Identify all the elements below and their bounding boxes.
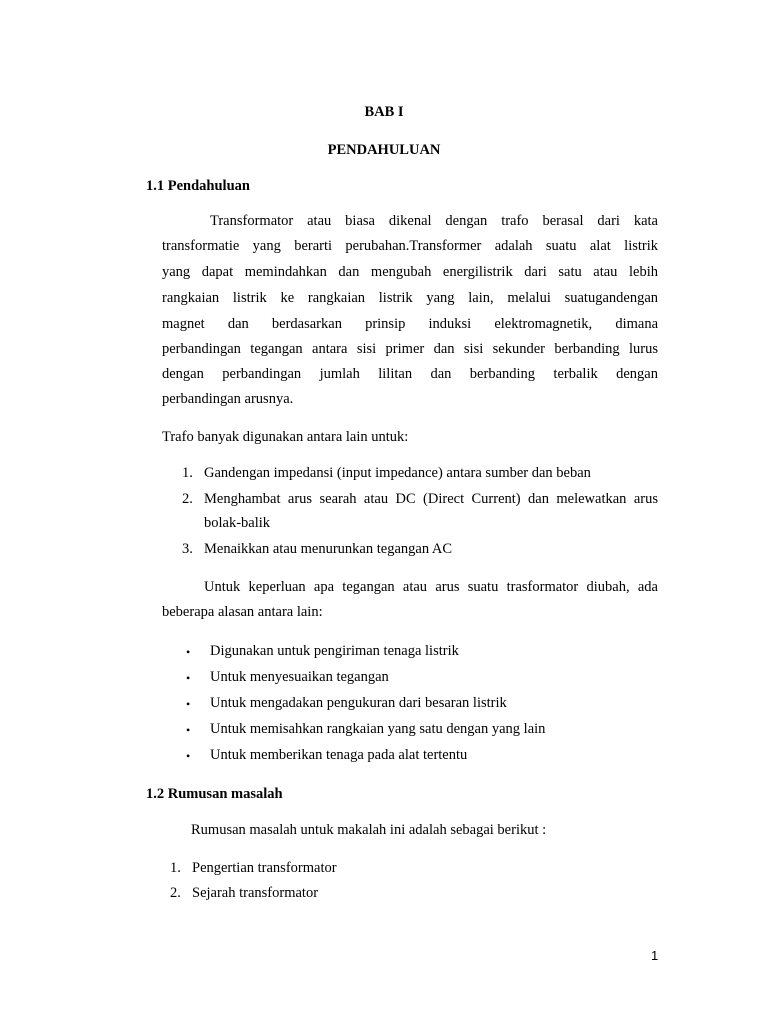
paragraph-line: Transformator atau biasa dikenal dengan trafo berasal dari kata — [210, 213, 658, 229]
bullet-icon: • — [186, 645, 191, 659]
list-item: Menaikkan atau menurunkan tegangan AC — [204, 541, 453, 557]
rumusan-intro: Rumusan masalah untuk makalah ini adalah sebagai berikut : — [191, 822, 547, 838]
paragraph-line: dengan perbandingan jumlah lilitan dan berbanding terbalik dengan — [162, 366, 658, 382]
bullet-icon: • — [186, 671, 191, 685]
chapter-title: PENDAHULUAN — [327, 142, 441, 158]
reasons-intro-line: beberapa alasan antara lain: — [162, 604, 323, 620]
list-number: 2. — [182, 491, 193, 507]
list-item: Gandengan impedansi (input impedance) antara sumber dan beban — [204, 465, 591, 481]
list-item: Sejarah transformator — [192, 885, 319, 901]
uses-intro: Trafo banyak digunakan antara lain untuk: — [162, 429, 409, 445]
bullet-icon: • — [186, 723, 191, 737]
page-number: 1 — [651, 948, 659, 963]
section-heading-rumusan-masalah: 1.2 Rumusan masalah — [146, 786, 283, 802]
chapter-label: BAB I — [364, 104, 404, 120]
section-heading-pendahuluan: 1.1 Pendahuluan — [146, 178, 250, 194]
list-item: Pengertian transformator — [192, 860, 337, 876]
paragraph-line: perbandingan tegangan antara sisi primer dan sisi sekunder berbanding lurus — [162, 341, 658, 357]
list-item: Untuk mengadakan pengukuran dari besaran listrik — [210, 695, 507, 711]
paragraph-line: rangkaian listrik ke rangkaian listrik yang lain, melalui suatugandengan — [162, 290, 658, 306]
paragraph-line: magnet dan berdasarkan prinsip induksi elektromagnetik, dimana — [162, 316, 658, 332]
list-item: Untuk menyesuaikan tegangan — [210, 669, 389, 685]
list-number: 1. — [170, 860, 181, 876]
list-number: 1. — [182, 465, 193, 481]
paragraph-line: yang dapat memindahkan dan mengubah energilistrik dari satu atau lebih — [162, 264, 658, 280]
reasons-intro-line: Untuk keperluan apa tegangan atau arus suatu trasformator diubah, ada — [204, 579, 658, 595]
bullet-icon: • — [186, 697, 191, 711]
list-item-continuation: bolak-balik — [204, 515, 271, 531]
list-item: Menghambat arus searah atau DC (Direct Current) dan melewatkan arus — [204, 491, 658, 507]
paragraph-line: perbandingan arusnya. — [162, 391, 294, 407]
list-item: Digunakan untuk pengiriman tenaga listrik — [210, 643, 459, 659]
list-number: 3. — [182, 541, 193, 557]
list-item: Untuk memberikan tenaga pada alat tertentu — [210, 747, 468, 763]
bullet-icon: • — [186, 749, 191, 763]
list-item: Untuk memisahkan rangkaian yang satu dengan yang lain — [210, 721, 546, 737]
paragraph-line: transformatie yang berarti perubahan.Transformer adalah suatu alat listrik — [162, 238, 658, 254]
list-number: 2. — [170, 885, 181, 901]
